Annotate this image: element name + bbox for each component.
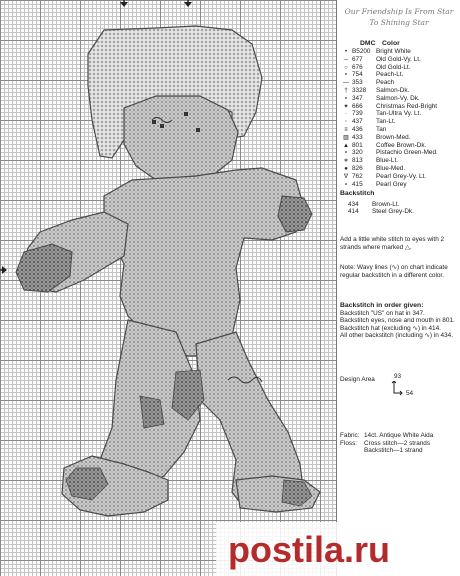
legend-name: Brown-Med.: [376, 133, 411, 141]
legend-header-dmc: DMC: [360, 40, 376, 47]
backstitch-order-item: Backstitch "US" on hat in 347.: [340, 309, 425, 317]
legend-code: 677: [352, 55, 363, 63]
fabric-label: Fabric:: [340, 432, 360, 439]
floss-value-2: Backstitch—1 strand: [364, 447, 423, 455]
legend-symbol: •: [344, 49, 348, 55]
legend-symbol: ∘: [344, 150, 348, 157]
chart-title-line-1: Our Friendship Is From Star: [344, 7, 454, 16]
floss-value-1: Cross stitch—2 strands: [364, 439, 431, 447]
wavy-note-text: Note: Wavy lines (∿) on chart indicate regular backstitch in a different color.: [340, 264, 448, 279]
legend-name: Tan-Ultra Vy. Lt.: [376, 110, 422, 118]
color-legend: [340, 48, 460, 188]
design-area-height: 54: [406, 390, 414, 397]
legend-panel: [340, 0, 460, 576]
design-area-arrow-icon: [388, 381, 404, 397]
legend-name: Pistachio Green-Med.: [376, 149, 438, 157]
legend-row: [340, 181, 460, 189]
legend-symbol: ∘: [344, 72, 348, 79]
watermark-text: postila.ru: [228, 529, 391, 570]
legend-name: Old Gold-Lt.: [376, 63, 411, 71]
legend-code: 415: [352, 180, 363, 188]
fabric-value: 14ct. Antique White Aida: [364, 432, 434, 439]
legend-name: Peach-Lt.: [376, 71, 404, 79]
backstitch-code: 434: [348, 200, 359, 208]
legend-row: [340, 87, 460, 95]
backstitch-row: [340, 208, 460, 216]
legend-row: [340, 64, 460, 72]
legend-symbol: ∗: [343, 158, 349, 165]
backstitch-row: [340, 201, 460, 209]
legend-code: B5200: [352, 48, 371, 55]
legend-row: [340, 149, 460, 157]
legend-header-color: Color: [382, 40, 400, 47]
legend-symbol: ·: [345, 111, 347, 118]
legend-row: [340, 173, 460, 181]
legend-code: 801: [352, 141, 363, 149]
legend-code: 813: [352, 157, 363, 165]
legend-name: Salmon-Dk.: [376, 86, 410, 94]
head-shape: [124, 96, 238, 184]
legend-name: Salmon-Vy. Dk.: [376, 94, 420, 102]
legend-row: [340, 118, 460, 126]
legend-symbol: —: [343, 80, 349, 87]
legend-name: Bright White: [376, 48, 411, 55]
backstitch-title: Backstitch: [340, 190, 375, 197]
backstitch-order-item: All other backstitch (including ∿) in 434.: [340, 332, 453, 340]
legend-code: 739: [352, 110, 363, 118]
legend-row: [340, 134, 460, 142]
center-arrow-top: [120, 0, 192, 7]
backstitch-order-item: Backstitch eyes, nose and mouth in 801.: [340, 317, 455, 325]
legend-code: 754: [352, 71, 363, 79]
wavy-note: [340, 264, 460, 279]
legend-row: [340, 126, 460, 134]
backstitch-code: 414: [348, 208, 359, 216]
legend-name: Coffee Brown-Dk.: [376, 141, 427, 149]
legend-symbol: ○: [344, 64, 348, 71]
backstitch-order-section: [340, 302, 460, 340]
backstitch-order-title: Backstitch in order given:: [340, 302, 424, 309]
legend-symbol: ▲: [343, 142, 349, 149]
legend-symbol: ≡: [344, 126, 348, 133]
fabric-floss-section: [340, 432, 460, 455]
legend-code: 320: [352, 149, 363, 157]
design-area-label: Design Area: [340, 376, 375, 383]
watermark-logo: [216, 522, 460, 576]
legend-symbol: ─: [343, 56, 349, 63]
center-arrow-left: [0, 266, 7, 274]
legend-symbol: ∘: [344, 95, 348, 102]
knee-patch: [140, 396, 164, 428]
legend-row: [340, 142, 460, 150]
legend-name: Tan-Lt.: [376, 118, 396, 126]
legend-name: Christmas Red-Bright: [376, 102, 438, 110]
legend-row: [340, 79, 460, 87]
design-area: [340, 373, 460, 406]
backstitch-order-item: Backstitch hat (excluding ∿) in 414.: [340, 324, 441, 332]
floss-label: Floss:: [340, 439, 358, 447]
legend-row: [340, 56, 460, 64]
legend-row: [340, 48, 460, 56]
legend-symbol: ✦: [343, 103, 349, 110]
legend-code: 762: [352, 172, 363, 180]
design-area-width: 93: [394, 373, 402, 380]
legend-name: Old Gold-Vy. Lt.: [376, 55, 421, 63]
legend-code: 347: [352, 94, 363, 102]
legend-symbol: ∇: [343, 173, 348, 180]
eye-note: [340, 236, 460, 251]
legend-symbol: ●: [344, 165, 348, 172]
legend-symbol: †: [344, 87, 348, 94]
legend-row: [340, 165, 460, 173]
legend-symbol: ∘: [344, 181, 348, 188]
legend-code: 433: [352, 133, 363, 141]
legend-name: Pearl Grey: [376, 180, 407, 188]
legend-code: 437: [352, 118, 363, 126]
legend-code: 353: [352, 79, 363, 87]
eye-note-text: Add a little white stitch to eyes with 2 strands where marked △.: [340, 236, 445, 251]
legend-symbol: ⋅: [345, 119, 347, 126]
backstitch-name: Brown-Lt.: [372, 200, 400, 208]
backstitch-section: [340, 190, 460, 216]
legend-row: [340, 71, 460, 79]
legend-symbol: ▨: [343, 134, 349, 141]
legend-name: Tan: [376, 125, 387, 133]
legend-row: [340, 110, 460, 118]
legend-row: [340, 95, 460, 103]
legend-header: [360, 40, 404, 48]
legend-code: 3328: [352, 86, 367, 94]
legend-row: [340, 157, 460, 165]
legend-code: 826: [352, 164, 363, 172]
right-paw-shape: [278, 196, 312, 232]
legend-name: Peach: [376, 79, 395, 87]
backstitch-name: Steel Grey-Dk.: [372, 208, 414, 216]
chart-title-line-2: To Shining Star: [369, 18, 429, 27]
chart-title: [340, 6, 458, 28]
legend-code: 676: [352, 63, 363, 71]
legend-name: Pearl Grey-Vy. Lt.: [376, 172, 427, 180]
legend-row: [340, 103, 460, 111]
legend-code: 666: [352, 102, 363, 110]
legend-code: 436: [352, 125, 363, 133]
legend-name: Blue-Med.: [376, 164, 406, 172]
legend-name: Blue-Lt.: [376, 157, 399, 165]
